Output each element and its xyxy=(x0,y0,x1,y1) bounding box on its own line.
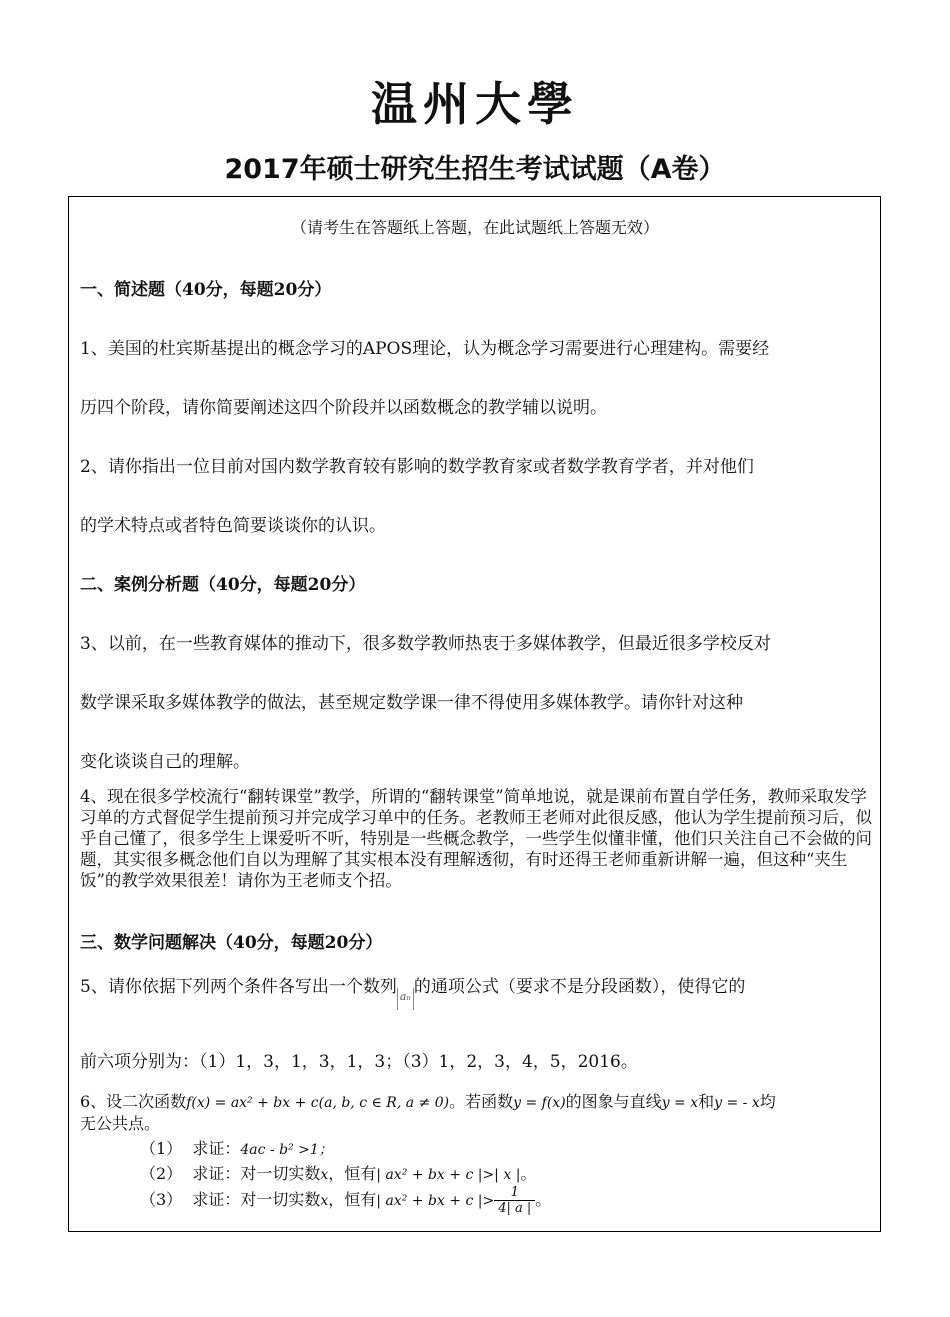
q6-p2-text: 求证：对一切实数 xyxy=(192,1164,321,1183)
q3-line-1: 3、以前，在一些教育媒体的推动下，很多数学教师热衷于多媒体教学，但最近很多学校反对 xyxy=(80,634,771,654)
q6-part-1 xyxy=(140,1136,333,1159)
q6-y: y = f(x) xyxy=(513,1095,566,1111)
q6-line-2: 无公共点。 xyxy=(80,1114,161,1133)
fraction-denominator: 4| a | xyxy=(498,1201,532,1216)
q6-p2-end: 。 xyxy=(520,1164,537,1183)
q1-line-1: 1、美国的杜宾斯基提出的概念学习的APOS理论，认为概念学习需要进行心理建构。需要经 xyxy=(80,339,770,359)
section-2-heading: 二、案例分析题（40分，每题20分） xyxy=(80,575,366,595)
section-1-heading: 一、简述题（40分，每题20分） xyxy=(80,280,332,300)
q5-line-2: 前六项分别为：（1）1，3，1，3，1，3；（3）1，2，3，4，5，2016。 xyxy=(80,1052,638,1072)
q6-p1-text: 求证： xyxy=(192,1139,241,1158)
q6-and: 和 xyxy=(698,1092,715,1111)
q6-p2-label: （2） xyxy=(140,1164,183,1183)
q6-p3-label: （3） xyxy=(140,1190,183,1209)
q2-line-2: 的学术特点或者特色简要谈谈你的认识。 xyxy=(80,516,386,536)
q6-function: f(x) = ax² + bx + c(a, b, c ∈ R, a ≠ 0) xyxy=(186,1095,450,1111)
q6-part-3 xyxy=(140,1185,551,1216)
sequence-symbol: aₙ xyxy=(397,988,414,1010)
q5-line-1 xyxy=(80,972,745,1010)
q4-paragraph: 4、现在很多学校流行“翻转课堂”教学，所谓的“翻转课堂”简单地说，就是课前布置自学任务，教师采取发学习单的方式督促学生提前预习并完成学习单中的任务。老教师王老师对此很反感，他认为学生提前预习后，似乎自己懂了，很多学生上课爱听不听，特别是一些概念教学，一些学生似懂非懂，他们只关注自己不会做的问题，其实很多概念他们自以为理解了其实根本没有理解透彻，有时还得王老师重新讲解一遍，但这种“夹生饭”的教学效果很差！请你为王老师支个招。 xyxy=(80,787,872,890)
q6-p1-math: 4ac - b² >1； xyxy=(240,1142,333,1158)
q6-mid: 。若函数 xyxy=(449,1092,514,1111)
q3-line-2: 数学课采取多媒体教学的做法，甚至规定数学课一律不得使用多媒体教学。请你针对这种 xyxy=(80,693,743,713)
q6-mid2: 的图象与直线 xyxy=(565,1092,662,1111)
q6-p3-var: x xyxy=(320,1193,329,1209)
exam-title: 2017年硕士研究生招生考试试题（A卷） xyxy=(224,154,726,185)
q6-part-2 xyxy=(140,1161,536,1184)
q6-line1: y = x xyxy=(661,1095,699,1111)
q6-line-1 xyxy=(80,1089,776,1112)
q2-line-1: 2、请你指出一位目前对国内数学教育较有影响的数学教育家或者数学教育学者，并对他们 xyxy=(80,457,754,477)
q6-p3-fraction xyxy=(494,1185,535,1216)
q6-p3-math: | ax² + bx + c |> xyxy=(376,1193,495,1209)
q6-pre: 6、设二次函数 xyxy=(80,1092,187,1111)
q6-p1-label: （1） xyxy=(140,1139,183,1158)
q6-p2-math: | ax² + bx + c |>| x | xyxy=(376,1167,521,1183)
fraction-numerator: 1 xyxy=(494,1185,535,1201)
q6-p2-mid: ，恒有 xyxy=(328,1164,377,1183)
university-logo: 温州大學 xyxy=(371,77,579,131)
q1-line-2: 历四个阶段，请你简要阐述这四个阶段并以函数概念的教学辅以说明。 xyxy=(80,398,607,418)
q3-line-3: 变化谈谈自己的理解。 xyxy=(80,752,250,772)
q6-p3-text: 求证：对一切实数 xyxy=(192,1190,321,1209)
section-3-heading: 三、数学问题解决（40分，每题20分） xyxy=(80,933,383,953)
q5-post: 的通项公式（要求不是分段函数），使得它的 xyxy=(413,977,746,997)
q6-p3-end: 。 xyxy=(535,1190,552,1209)
q5-pre: 5、请你依据下列两个条件各写出一个数列 xyxy=(80,977,397,997)
q6-p3-mid: ，恒有 xyxy=(328,1190,377,1209)
q6-p2-var: x xyxy=(320,1167,329,1183)
notice: （请考生在答题纸上答题，在此试题纸上答题无效） xyxy=(290,218,659,237)
q6-post: 均 xyxy=(759,1092,776,1111)
q6-line2: y = - x xyxy=(714,1095,760,1111)
